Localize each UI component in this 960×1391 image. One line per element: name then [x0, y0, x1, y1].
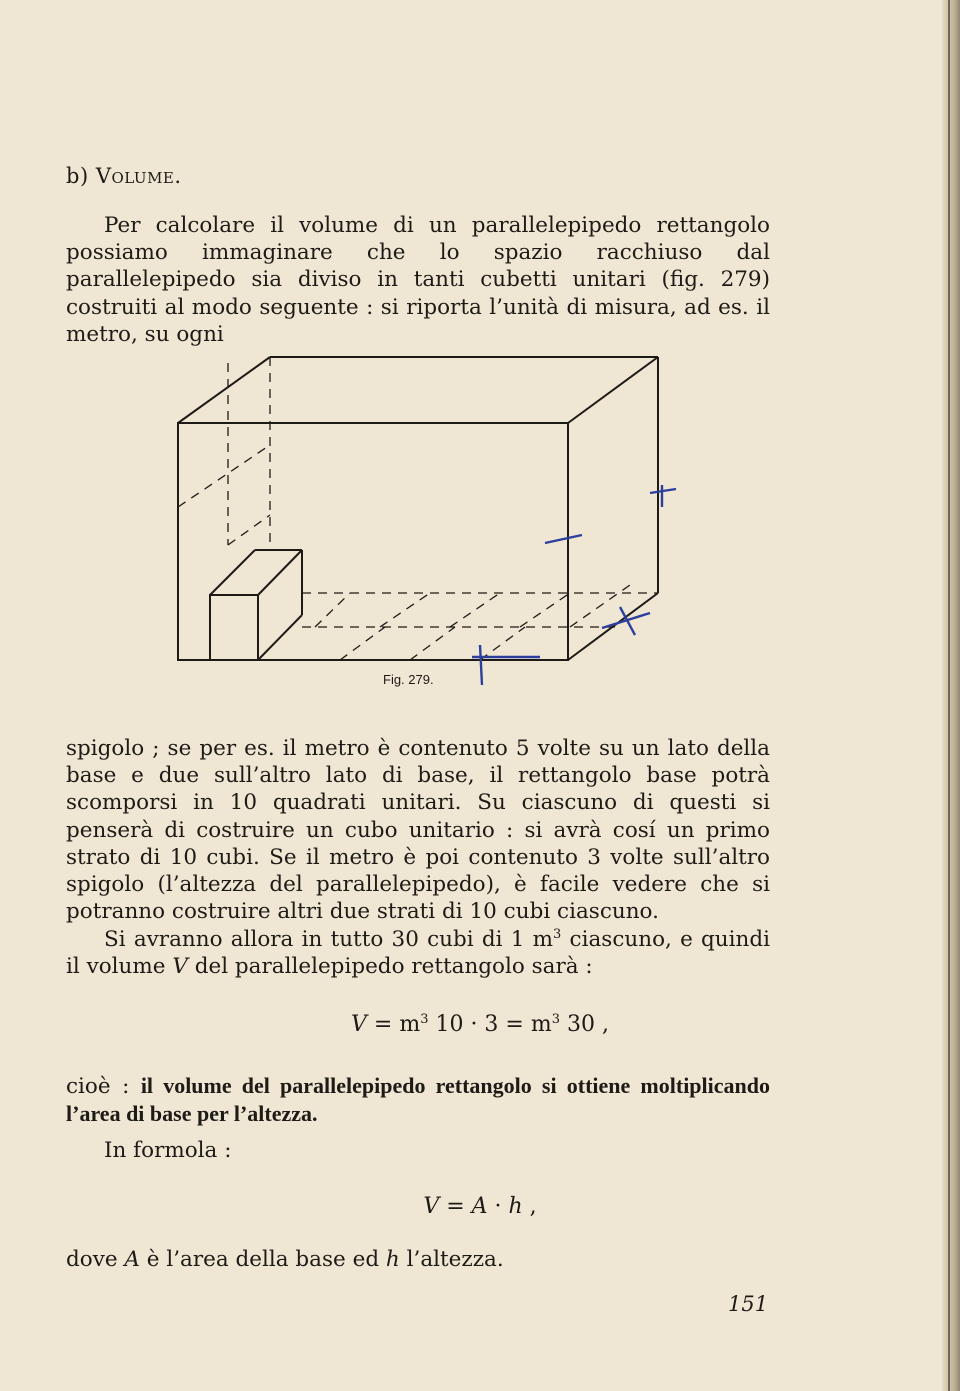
paragraph-total	[66, 926, 770, 980]
paragraph-explanation: spigolo ; se per es. il metro è contenuto 5 volte su un lato della base e due sull’altro lato di base, il rettangolo base potrà scomporsi in 10 quadrati unitari. Su ciascuno di questi si penserà di costruire un cubo unitario : si avrà cosí un primo strato di 10 cubi. Se il metro è poi contenuto 3 volte sull’altro spigolo (l’altezza del parallelepipedo), è facile vedere che si potranno costruire altri due strati di 10 cubi ciascuno.	[66, 736, 770, 925]
page-number: 151	[728, 1292, 769, 1316]
formula-part: ,	[522, 1194, 537, 1219]
text-segment: cioè :	[66, 1074, 141, 1099]
text-segment: è l’area della base ed	[139, 1247, 386, 1272]
unit-cube-front	[210, 595, 258, 660]
variable-h: h	[508, 1194, 523, 1219]
variable-v: V	[351, 1012, 367, 1037]
page-edge	[942, 0, 960, 1391]
section-heading	[66, 164, 182, 188]
text-segment: Si avranno allora in tutto 30 cubi di 1 m	[104, 927, 554, 952]
formula-volume-calculation	[0, 1012, 960, 1037]
paragraph-formula-intro: In formola :	[104, 1138, 232, 1163]
formula-general	[0, 1194, 960, 1219]
front-face	[178, 423, 568, 660]
formula-part: =	[439, 1194, 472, 1219]
formula-part: 10 · 3 = m	[428, 1012, 552, 1037]
top-right-edge	[568, 357, 658, 423]
formula-part: 30 ,	[560, 1012, 609, 1037]
text-segment: l’altezza.	[399, 1247, 504, 1272]
figure-caption: Fig. 279.	[383, 672, 434, 687]
text-segment: ciascuno, e quindi il volume	[66, 927, 771, 980]
variable-a: A	[471, 1194, 488, 1219]
top-left-edge	[178, 357, 270, 423]
figure-279	[150, 345, 720, 705]
variable-a: A	[124, 1247, 140, 1272]
text-segment: dove	[66, 1247, 125, 1272]
paragraph-rule	[66, 1072, 770, 1128]
variable-v: V	[172, 954, 188, 980]
variable-v: V	[423, 1194, 440, 1219]
parallelepiped-drawing	[150, 345, 720, 705]
variable-h: h	[385, 1247, 400, 1272]
unit-cube-edge	[258, 615, 302, 660]
unit-cube-edge	[258, 550, 302, 595]
section-label: b)	[66, 164, 89, 188]
section-title: Volume.	[95, 164, 182, 188]
formula-part: ·	[487, 1194, 509, 1219]
superscript: 3	[551, 1012, 560, 1027]
paragraph-intro: Per calcolare il volume di un parallelepipedo rettangolo possiamo immaginare che lo spazio racchiuso dal parallelepipedo sia diviso in tanti cubetti unitari (fig. 279) costruiti al modo seguente : si riporta l’unità di misura, ad es. il metro, su ogni	[66, 213, 770, 347]
superscript: 3	[420, 1012, 429, 1027]
paragraph-definitions	[66, 1246, 770, 1273]
rule-statement: il volume del parallelepipedo rettangolo si ottiene moltiplicando l’area di base per l’altezza.	[66, 1073, 771, 1127]
formula-part: = m	[366, 1012, 421, 1037]
hidden-edges	[178, 357, 658, 660]
text-segment: del parallelepipedo rettangolo sarà :	[187, 954, 593, 980]
unit-cube-edge	[210, 550, 255, 595]
superscript: 3	[553, 927, 562, 942]
